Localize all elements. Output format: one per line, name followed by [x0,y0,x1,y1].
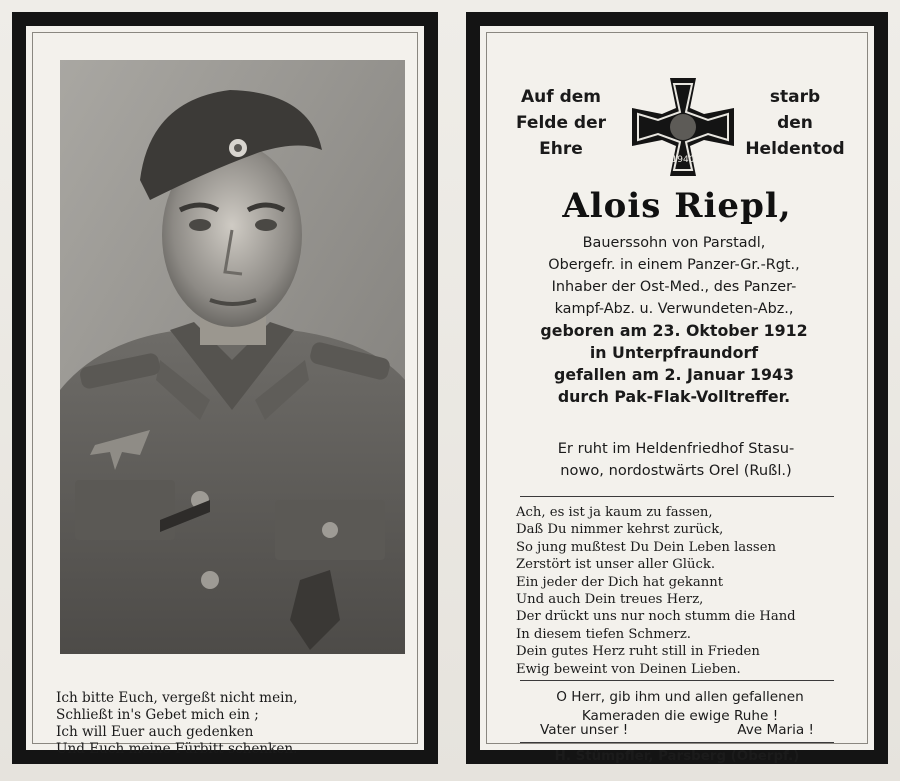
left-card [12,12,438,764]
detail-line: kampf-Abz. u. Verwundeten-Abz., [554,301,794,317]
poem-line: So jung mußtest Du Dein Leben lassen [516,539,776,555]
closing-right: Ave Maria ! [737,722,814,738]
poem-line: Zerstört ist unser aller Glück. [516,557,716,573]
detail-line: durch Pak-Flak-Volltreffer. [557,387,791,406]
left-verse-line: Ich will Euer auch gedenken [56,724,254,740]
header-line: Heldentod [745,139,845,159]
cross-year: 1940 [671,155,695,165]
closing-left: Vater unser ! [540,722,629,738]
burial-line: nowo, nordostwärts Orel (Rußl.) [560,462,792,479]
prayer-line: O Herr, gib ihm und allen gefallenen [556,689,804,705]
divider [520,680,834,681]
header-line: Felde der [516,113,606,133]
divider [520,742,834,743]
memorial-poem [516,504,846,678]
poem-line: Der drückt uns nur noch stumm die Hand [516,609,796,625]
header-line: den [777,113,813,133]
left-verse-line: Und Euch meine Fürbitt schenken. [56,741,298,757]
poem-line: Daß Du nimmer kehrst zurück, [516,522,724,538]
soldier-portrait-photo [60,60,405,654]
left-verse-line: Ich bitte Euch, vergeßt nicht mein, [56,690,298,706]
poem-line: Ein jeder der Dich hat gekannt [516,574,724,590]
right-card [466,12,888,764]
poem-line: Und auch Dein treues Herz, [516,592,704,608]
prayer [500,688,860,726]
burial-line: Er ruht im Heldenfriedhof Stasu- [557,440,795,457]
deceased-name: Alois Riepl, [562,186,792,226]
detail-line: Inhaber der Ost-Med., des Panzer- [551,279,797,295]
left-verse-line: Schließt in's Gebet mich ein ; [56,707,259,723]
header-left-text [502,84,620,162]
burial-place [496,438,856,482]
poem-line: In diesem tiefen Schmerz. [516,626,691,642]
header-right-text [736,84,854,162]
header-line: starb [769,87,821,107]
header-line: Auf dem [521,87,601,107]
iron-cross-icon [628,74,738,180]
header-line: Ehre [539,139,583,159]
divider [520,496,834,497]
detail-line: Bauerssohn von Parstadl, [582,235,766,251]
detail-line: gefallen am 2. Januar 1943 [554,365,794,384]
card-header [480,74,874,182]
detail-line: Obergefr. in einem Panzer-Gr.-Rgt., [548,257,800,273]
poem-line: Dein gutes Herz ruht still in Frieden [516,644,760,660]
detail-line: geboren am 23. Oktober 1912 [540,321,808,340]
left-verse [56,690,416,758]
poem-line: Ewig beweint von Deinen Lieben. [516,661,741,677]
prayer-line: Kameraden die ewige Ruhe ! [581,708,779,724]
poem-line: Ach, es ist ja kaum zu fassen, [516,505,713,520]
printer-credit: H. Stümpfler, Parsberg (Oberpf.) [554,749,800,764]
biography-details [504,232,844,408]
detail-line: in Unterpfraundorf [589,343,759,362]
